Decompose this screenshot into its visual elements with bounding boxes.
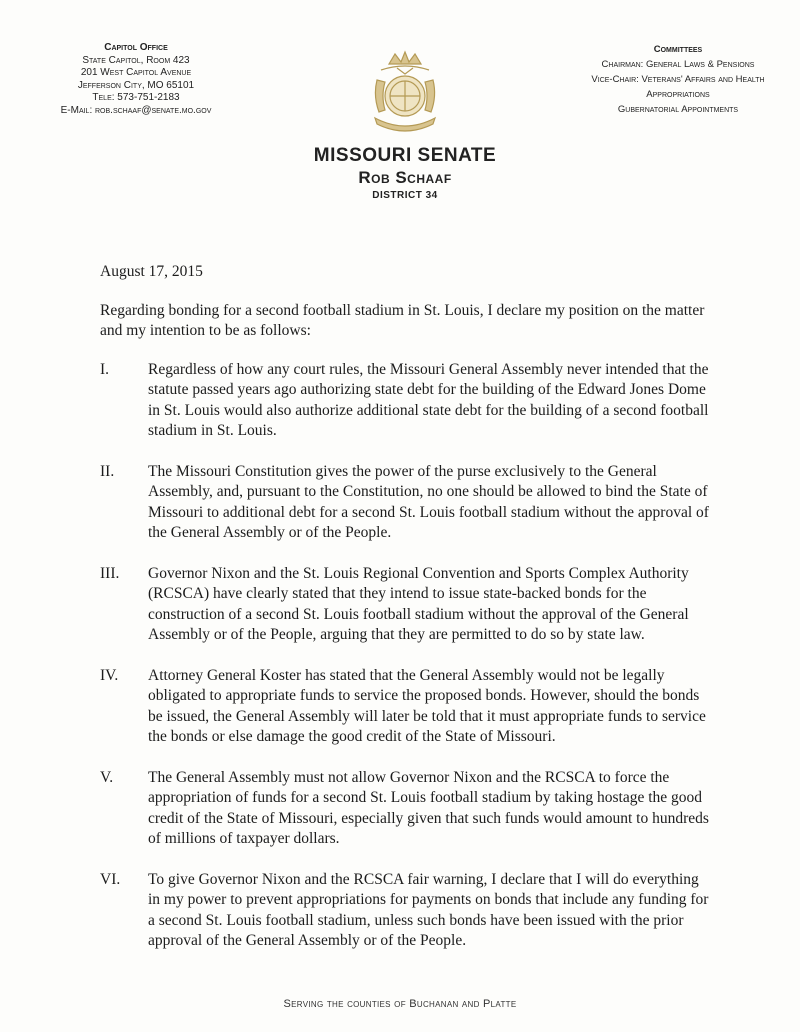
committee-line: Chairman: General Laws & Pensions <box>601 59 755 70</box>
item-number: II. <box>100 462 115 480</box>
committee-line: Gubernatorial Appointments <box>617 104 739 115</box>
district-label: DISTRICT 34 <box>372 190 438 201</box>
item-number: I. <box>100 360 110 378</box>
office-title: Capitol Office <box>104 42 168 53</box>
item-number: IV. <box>100 666 119 684</box>
office-phone: Tele: 573-751-2183 <box>92 92 180 103</box>
office-address-line: State Capitol, Room 423 <box>82 54 190 66</box>
committee-line: Vice-Chair: Veterans' Affairs and Health <box>591 74 765 85</box>
item-text: Governor Nixon and the St. Louis Regional Convention and Sports Complex Authority (RCSCA) have clearly stated that they intend to issue state-backed bonds for the construction of a second St. Louis football stadium without the approval of the General Assembly or of the People, arguing that they are permitted to do so by state law. <box>148 564 689 643</box>
item-number: III. <box>100 564 120 582</box>
office-address-line: Jefferson City, MO 65101 <box>77 79 195 91</box>
item-text: The General Assembly must not allow Governor Nixon and the RCSCA to force the appropriation of funds for a second St. Louis football stadium by taking hostage the good credit of the State of Missouri, especially given that such funds would amount to hundreds of millions of taxpayer dollars. <box>148 768 709 847</box>
letter-body <box>100 262 710 972</box>
item-text: To give Governor Nixon and the RCSCA fair warning, I declare that I will do everything in my power to prevent appropriations for payments on bonds that include any funding for a second St. Louis football stadium, unless such bonds have been issued with the prior approval of the General Assembly or of the People. <box>148 870 709 949</box>
office-email: E-Mail: rob.schaaf@senate.mo.gov <box>60 104 212 116</box>
item-number: VI. <box>100 870 121 888</box>
item-text: Attorney General Koster has stated that the General Assembly would not be legally obligated to appropriate funds to service the proposed bonds. However, should the bonds be issued, the General Assembly will later be told that it must appropriate funds to service the bonds or else damage the good credit of the State of Missouri. <box>148 666 706 745</box>
letter-intro: Regarding bonding for a second football stadium in St. Louis, I declare my position on the matter and my intention to be as follows: <box>100 301 705 339</box>
senator-name: Rob Schaaf <box>358 168 452 187</box>
list-item <box>100 870 710 952</box>
capitol-office-block <box>36 42 236 117</box>
letter-date: August 17, 2015 <box>100 263 203 280</box>
committee-line: Appropriations <box>646 89 710 100</box>
list-item <box>100 564 710 646</box>
list-item <box>100 666 710 748</box>
item-text: The Missouri Constitution gives the power of the purse exclusively to the General Assembly, and, pursuant to the Constitution, no one should be allowed to bind the State of Missouri to additional debt for a second St. Louis football stadium without the approval of the General Assembly or of the People. <box>148 462 709 541</box>
office-address-line: 201 West Capitol Avenue <box>80 67 192 78</box>
letterhead-title <box>250 145 560 202</box>
footer-counties: Serving the counties of Buchanan and Platte <box>283 998 517 1010</box>
institution-name: MISSOURI SENATE <box>313 145 497 166</box>
committees-block <box>568 42 788 117</box>
item-text: Regardless of how any court rules, the Missouri General Assembly never intended that the statute passed years ago authorizing state debt for the building of the Edward Jones Dome in St. Louis would also authorize additional state debt for the building of a second football stadium in St. Louis. <box>148 360 709 439</box>
list-item <box>100 768 710 850</box>
list-item <box>100 360 710 442</box>
list-item <box>100 462 710 544</box>
missouri-seal-icon <box>367 50 443 140</box>
committees-title: Committees <box>653 44 703 55</box>
item-number: V. <box>100 768 114 786</box>
